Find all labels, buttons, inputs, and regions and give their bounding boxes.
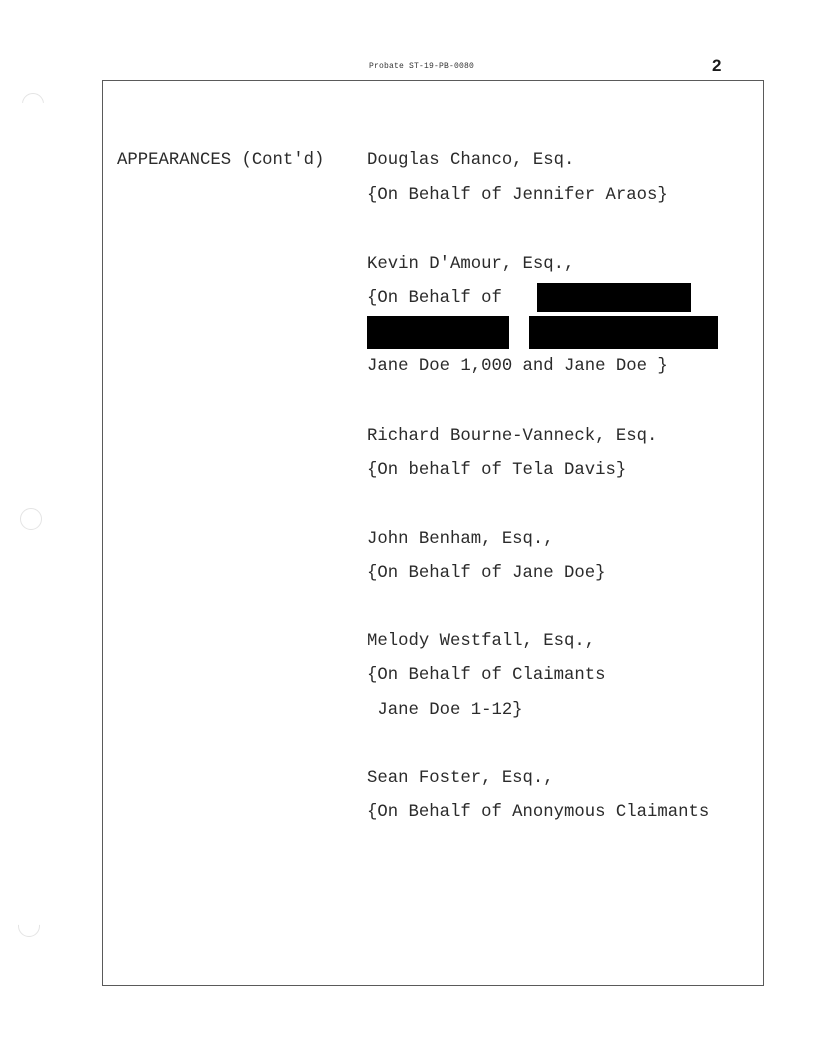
attorney-name-benham: John Benham, Esq., bbox=[367, 530, 554, 549]
attorney-name-foster: Sean Foster, Esq., bbox=[367, 769, 554, 788]
attorney-behalf-foster: {On Behalf of Anonymous Claimants bbox=[367, 803, 710, 822]
attorney-behalf-damour-cont: Jane Doe 1,000 and Jane Doe } bbox=[367, 357, 668, 376]
attorney-name-chanco: Douglas Chanco, Esq. bbox=[367, 151, 575, 170]
redaction-bar bbox=[529, 316, 718, 349]
redaction-bar bbox=[367, 316, 509, 349]
attorney-behalf-westfall-cont: Jane Doe 1-12} bbox=[367, 701, 523, 720]
case-number: Probate ST-19-PB-0080 bbox=[369, 62, 475, 71]
appearances-label: APPEARANCES (Cont'd) bbox=[117, 151, 325, 170]
page-number: 2 bbox=[712, 56, 722, 75]
attorney-name-westfall: Melody Westfall, Esq., bbox=[367, 632, 596, 651]
attorney-name-bourne-vanneck: Richard Bourne-Vanneck, Esq. bbox=[367, 427, 658, 446]
attorney-behalf-bourne-vanneck: {On behalf of Tela Davis} bbox=[367, 461, 627, 480]
attorney-behalf-westfall: {On Behalf of Claimants bbox=[367, 666, 606, 685]
attorney-behalf-damour: {On Behalf of bbox=[367, 289, 502, 308]
attorney-behalf-benham: {On Behalf of Jane Doe} bbox=[367, 564, 606, 583]
punch-hole-bottom bbox=[18, 915, 40, 937]
redaction-bar bbox=[537, 283, 691, 312]
attorney-behalf-chanco: {On Behalf of Jennifer Araos} bbox=[367, 186, 668, 205]
punch-hole-middle bbox=[20, 508, 42, 530]
attorney-name-damour: Kevin D'Amour, Esq., bbox=[367, 255, 575, 274]
punch-hole-top bbox=[22, 93, 44, 115]
